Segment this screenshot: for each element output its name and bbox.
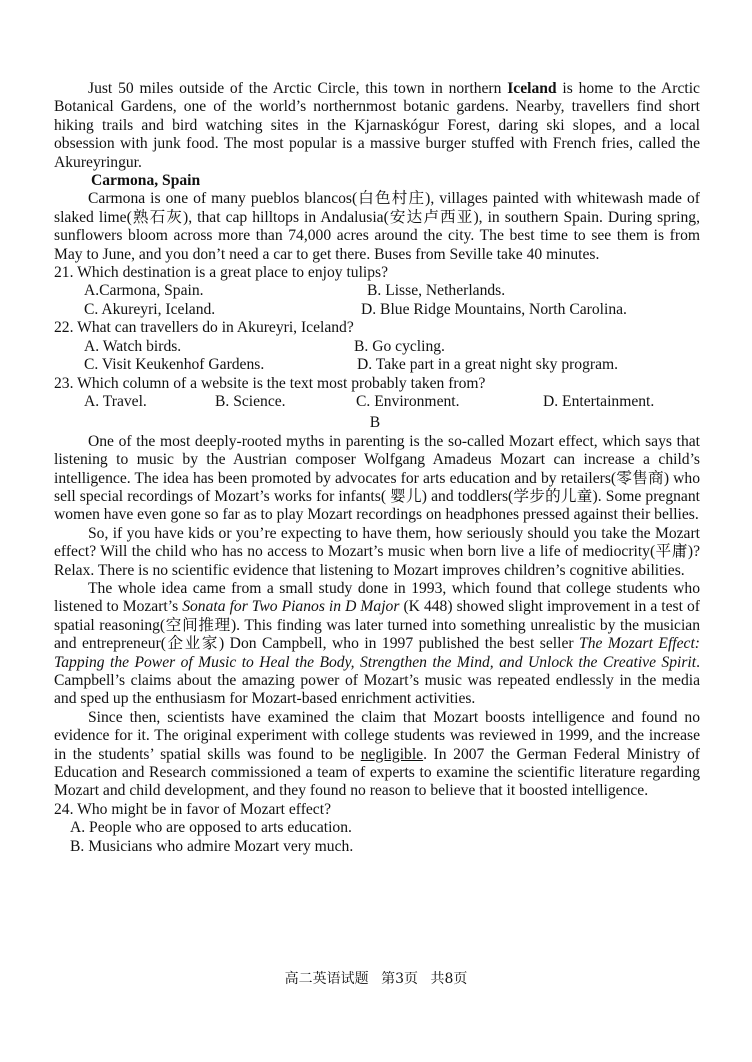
footer-page-number: 第3页 bbox=[381, 971, 418, 987]
option-22-d: D. Take part in a great night sky program. bbox=[357, 356, 619, 374]
text-run: . In 2007 the German Federal Ministry of Education and Research commissioned a team of experts to examine the scientific literature regarding Mozart and child development, and they found no reason to believe that it boosted intelligence. bbox=[54, 745, 701, 800]
underlined-word: negligible bbox=[360, 745, 424, 763]
mozart-paragraph-3 bbox=[54, 580, 700, 709]
sonata-title: Sonata for Two Pianos in D Major bbox=[182, 598, 400, 616]
page-footer bbox=[0, 968, 752, 988]
question-21-options-row-1 bbox=[54, 282, 700, 300]
option-23-b: B. Science. bbox=[215, 392, 286, 410]
question-22-options-row-2 bbox=[54, 356, 700, 374]
option-24-a: A. People who are opposed to arts education. bbox=[70, 819, 352, 837]
question-22-options-row-1 bbox=[54, 338, 700, 356]
bold-iceland: Iceland bbox=[507, 80, 557, 97]
footer-total-pages: 共8页 bbox=[430, 971, 468, 987]
option-23-d: D. Entertainment. bbox=[543, 392, 655, 410]
option-23-a: A. Travel. bbox=[84, 392, 147, 410]
option-22-a: A. Watch birds. bbox=[84, 337, 182, 355]
question-23-options bbox=[54, 393, 700, 411]
text-run: (K 448) showed slight improvement in a test of spatial reasoning(空间推理). This finding was later turned into something unrealistic by the musician and entrepreneur(企业家) Don Campbell, who in 1997 published the best seller bbox=[54, 598, 700, 653]
text-run: Just 50 miles outside of the Arctic Circle, this town in northern bbox=[88, 80, 508, 97]
question-22-stem: 22. What can travellers do in Akureyri, Iceland? bbox=[54, 319, 354, 337]
option-24-b: B. Musicians who admire Mozart very much. bbox=[70, 837, 354, 855]
book-title: The Mozart Effect: Tapping the Power of Music to Heal the Body, Strengthen the Mind, and Unlock the Creative Spirit bbox=[54, 635, 700, 671]
option-21-b: B. Lisse, Netherlands. bbox=[367, 282, 506, 300]
question-21-options-row-2 bbox=[54, 301, 700, 319]
option-22-b: B. Go cycling. bbox=[354, 337, 445, 355]
mozart-paragraph-2: So, if you have kids or you’re expecting to have them, how seriously should you take the Mozart effect? Will the child who has no access to Mozart’s music when born live a life of mediocrity(平庸)? Relax. There is no scientific evidence that listening to Mozart improves children’s cognitive abilities. bbox=[54, 524, 700, 579]
mozart-paragraph-4 bbox=[54, 709, 700, 801]
option-21-d: D. Blue Ridge Mountains, North Carolina. bbox=[361, 300, 627, 318]
option-21-a: A.Carmona, Spain. bbox=[84, 282, 204, 300]
exam-page bbox=[54, 80, 700, 856]
text-run: is home to the Arctic Botanical Gardens, one of the world’s northernmost botanic gardens. Nearby, travellers find short hiking trails and bird watching sites in the Kjarnaskógur Forest, daring ski slopes, and a local obsession with junk food. The most popular is a massive burger stuffed with French fries, called the Akureyringur. bbox=[54, 80, 700, 171]
carmona-heading: Carmona, Spain bbox=[91, 172, 201, 190]
option-22-c: C. Visit Keukenhof Gardens. bbox=[84, 356, 265, 374]
footer-subject: 高二英语试题 bbox=[284, 971, 369, 987]
carmona-paragraph: Carmona is one of many pueblos blancos(白色村庄), villages painted with whitewash made of slaked lime(熟石灰), that cap hilltops in Andalusia(安达卢西亚), in southern Spain. During spring, sunflowers bloom across more than 74,000 acres around the city. The best time to see them is from May to June, and you don’t need a car to get there. Buses from Seville take 40 minutes. bbox=[54, 190, 700, 263]
text-run: . Campbell’s claims about the amazing power of Mozart’s music was repeated endlessly in the media and sped up the enthusiasm for Mozart-based enrichment activities. bbox=[54, 653, 700, 708]
text-run: Since then, scientists have examined the claim that Mozart boosts intelligence and found no evidence for it. The original experiment with college students was reviewed in 1999, and the increase in the students’ spatial skills was found to be bbox=[54, 708, 700, 763]
mozart-paragraph-1: One of the most deeply-rooted myths in parenting is the so-called Mozart effect, which says that listening to music by the Austrian composer Wolfgang Amadeus Mozart can increase a child’s intelligence. The idea has been promoted by advocates for arts education and by retailers(零售商) who sell special recordings of Mozart’s works for infants( 婴儿) and toddlers(学步的儿童). Some pregnant women have even gone so far as to play Mozart recordings on headphones pressed against their bellies. bbox=[54, 432, 700, 524]
question-21-stem: 21. Which destination is a great place to enjoy tulips? bbox=[54, 264, 389, 282]
section-b-label: B bbox=[369, 414, 381, 432]
option-23-c: C. Environment. bbox=[356, 392, 460, 410]
question-23-stem: 23. Which column of a website is the text most probably taken from? bbox=[54, 374, 486, 392]
question-24-stem: 24. Who might be in favor of Mozart effect? bbox=[54, 800, 331, 818]
iceland-paragraph bbox=[54, 80, 700, 172]
text-run: The whole idea came from a small study done in 1993, which found that college students who listened to Mozart’s bbox=[54, 579, 700, 616]
option-21-c: C. Akureyri, Iceland. bbox=[84, 300, 216, 318]
